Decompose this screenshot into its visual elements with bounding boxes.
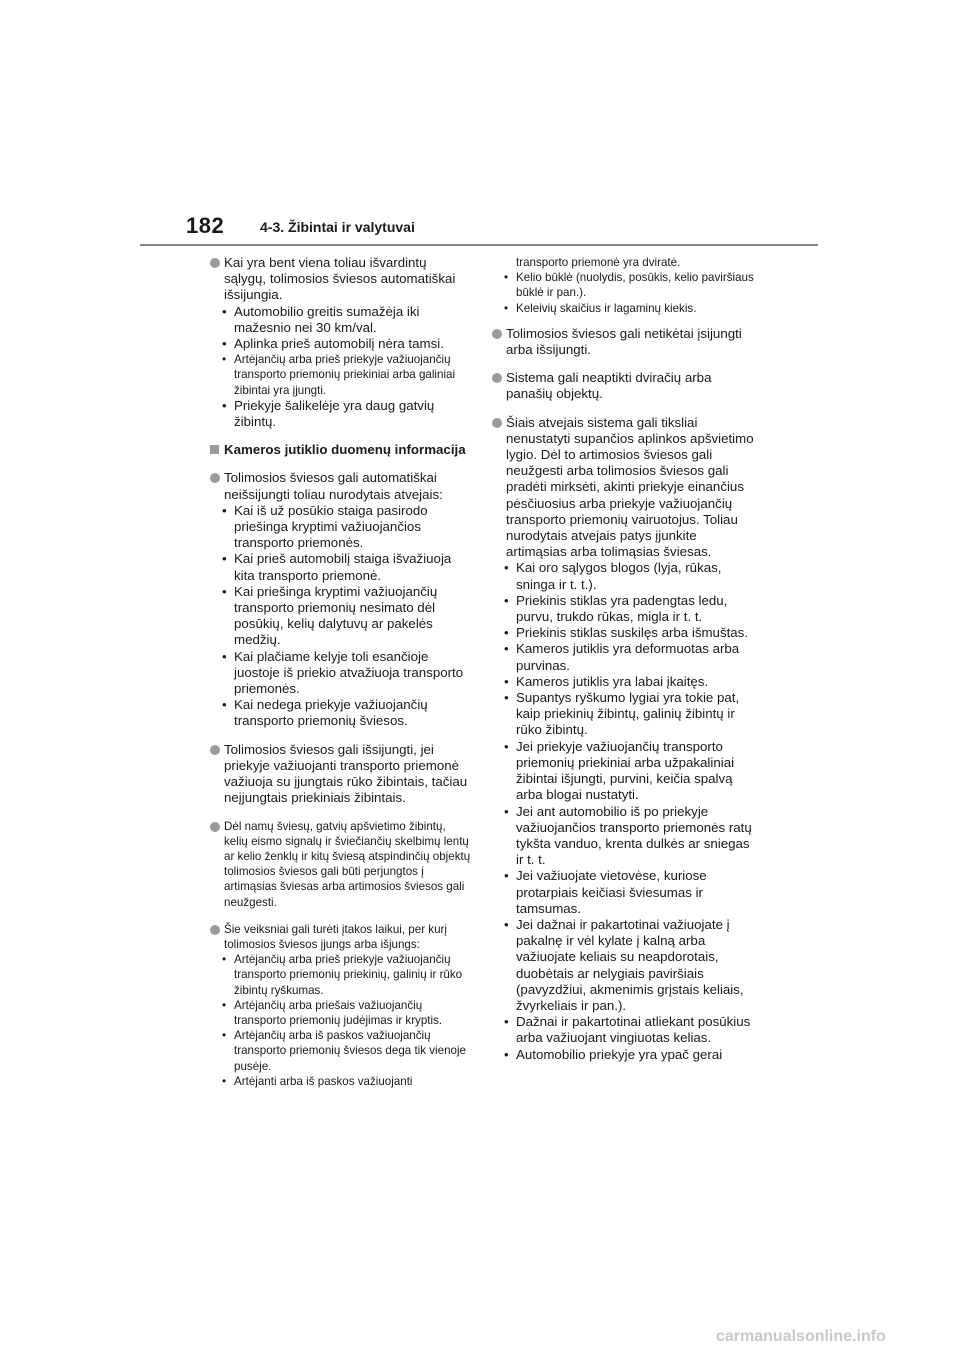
- list-item: • Kameros jutiklis yra labai įkaitęs.: [504, 674, 754, 690]
- watermark: carmanualsonline.info: [716, 1328, 886, 1345]
- list-item: • Kai nedega priekyje važiuojančių transporto priemonių šviesos.: [222, 697, 472, 729]
- section-heading: [210, 442, 472, 458]
- paragraph-text: Tolimosios šviesos gali automatiškai neišsijungti toliau nurodytais atvejais:: [224, 470, 443, 502]
- left-column: [210, 255, 472, 1089]
- list-item: • Artėjančių arba iš paskos važiuojančių transporto priemonių šviesos dega tik vienoje pusėje.: [222, 1028, 472, 1074]
- paragraph-auto-off: [210, 255, 472, 304]
- list-item: • Jei dažnai ir pakartotinai važiuojate į pakalnę ir vėl kylate į kalną arba važiuojate keliais su neapdorotais, duobėtais ar nelygiais paviršiais (pavyzdžiui, akmenimis grįstais keliais, žvyrkeliais ir pan.).: [504, 917, 754, 1014]
- list-item: • Artėjančių arba prieš priekyje važiuojančių transporto priemonių priekiniai arba galiniai žibintai yra įjungti.: [222, 352, 472, 398]
- condition-list: [210, 304, 472, 353]
- list-item: • Kai oro sąlygos blogos (lyja, rūkas, sninga ir t. t.).: [504, 560, 754, 592]
- list-item: • Automobilio greitis sumažėja iki mažesnio nei 30 km/val.: [222, 304, 472, 336]
- list-item: • Automobilio priekyje yra ypač gerai: [504, 1047, 754, 1063]
- list-item: • Kelio būklė (nuolydis, posūkis, kelio paviršiaus būklė ir pan.).: [504, 270, 754, 300]
- case-list: [210, 503, 472, 730]
- bullet-circle-icon: [210, 822, 220, 832]
- paragraph-text: Sistema gali neaptikti dviračių arba panašių objektų.: [506, 370, 712, 402]
- list-item: • Kameros jutiklis yra deformuotas arba purvinas.: [504, 641, 754, 673]
- paragraph-reflections: [210, 819, 472, 910]
- paragraph-fog-lights: [210, 742, 472, 807]
- bullet-square-icon: [210, 445, 219, 454]
- list-item: • Priekinis stiklas suskilęs arba išmuštas.: [504, 625, 754, 641]
- paragraph-text: Tolimosios šviesos gali išsijungti, jei priekyje važiuojanti transporto priemonė važiuoja su įjungtais rūko žibintais, tačiau neįjungtais priekiniais žibintais.: [224, 741, 468, 806]
- header-rule: [140, 244, 818, 246]
- list-item: • Jei priekyje važiuojančių transporto priemonių priekiniai arba užpakaliniai žibintai išjungti, purvini, keičia spalvą arba blogai nustatyti.: [504, 739, 754, 804]
- bullet-circle-icon: [210, 473, 220, 483]
- paragraph-text: Šie veiksniai gali turėti įtakos laikui, per kurį tolimosios šviesos įjungs arba išjungs:: [224, 922, 447, 951]
- paragraph-text: Dėl namų šviesų, gatvių apšvietimo žibintų, kelių eismo signalų ir šviečiančių skelbimų lentų ar kelio ženklų ir kitų šviesą atspindinčių objektų tolimosios šviesos gali būti perjungtos į artimąsias šviesas arba artimosios šviesos gali neužgesti.: [224, 819, 471, 909]
- list-item: • Kai plačiame kelyje toli esančioje juostoje iš priekio atvažiuoja transporto priemonės.: [222, 649, 472, 698]
- bullet-circle-icon: [492, 418, 502, 428]
- list-item: • Supantys ryškumo lygiai yra tokie pat, kaip priekinių žibintų, galinių žibintų ir rūko žibintų.: [504, 690, 754, 739]
- list-item: • Jei važiuojate vietovėse, kuriose protarpiais keičiasi šviesumas ir tamsumas.: [504, 868, 754, 917]
- list-item: • Kai priešinga kryptimi važiuojančių transporto priemonių nesimato dėl posūkių, kelių dalytuvų ar pakelės medžių.: [222, 584, 472, 649]
- paragraph-text: Tolimosios šviesos gali netikėtai įsijungti arba išsijungti.: [506, 325, 742, 358]
- paragraph-text: Šiais atvejais sistema gali tiksliai nenustatyti supančios aplinkos apšvietimo lygio. Dėl to artimosios šviesos gali neužgesti arba tolimosios šviesos gali pradėti mirksėti, akinti priekyje einančius pėsčiuosius arba priekyje važiuojančių transporto priemonių vairuotojus. Toliau nurodytais atvejais patys įjunkite artimąsias arba tolimąsias šviesas.: [506, 414, 754, 560]
- list-item: • Keleivių skaičius ir lagaminų kiekis.: [504, 301, 754, 316]
- list-item: • Priekyje šalikelėje yra daug gatvių žibintų.: [222, 398, 472, 430]
- list-item: • Priekinis stiklas yra padengtas ledu, purvu, trukdo rūkas, migla ir t. t.: [504, 593, 754, 625]
- paragraph-unexpected: [492, 326, 754, 358]
- list-item: • Artėjančių arba prieš priekyje važiuojančių transporto priemonių priekinių, galinių ir rūko žibintų ryškumas.: [222, 952, 472, 998]
- manual-case-list: [492, 560, 754, 1062]
- right-column: [492, 255, 754, 1063]
- list-item: • Artėjančių arba priešais važiuojančių transporto priemonių judėjimas ir kryptis.: [222, 998, 472, 1028]
- condition-list: [210, 398, 472, 430]
- list-item: • Artėjanti arba iš paskos važiuojanti: [222, 1074, 472, 1089]
- factor-list-continued: [492, 270, 754, 316]
- heading-text: Kameros jutiklio duomenų informacija: [224, 442, 466, 458]
- paragraph-text: Kai yra bent viena toliau išvardintų sąlygų, tolimosios šviesos automatiškai išsijungia.: [224, 255, 456, 303]
- list-item: • Jei ant automobilio iš po priekyje važiuojančios transporto priemonės ratų tykšta vanduo, krenta dulkės ar sniegas ir t. t.: [504, 804, 754, 869]
- list-item: • Kai iš už posūkio staiga pasirodo priešinga kryptimi važiuojančios transporto priemonės.: [222, 503, 472, 552]
- factor-list: [210, 952, 472, 1089]
- list-item-continuation: transporto priemonė yra dviratė.: [516, 256, 681, 269]
- list-item: • Kai prieš automobilį staiga išvažiuoja kita transporto priemonė.: [222, 551, 472, 583]
- paragraph-timing-factors: [210, 922, 472, 952]
- bullet-circle-icon: [492, 329, 502, 339]
- bullet-circle-icon: [210, 925, 220, 935]
- list-item: • Dažnai ir pakartotinai atliekant posūkius arba važiuojant vingiuotas kelias.: [504, 1014, 754, 1046]
- page-number: 182: [186, 213, 225, 238]
- section-title: 4-3. Žibintai ir valytuvai: [260, 219, 415, 235]
- bullet-circle-icon: [210, 745, 220, 755]
- list-item: • Aplinka prieš automobilį nėra tamsi.: [222, 336, 472, 352]
- bullet-circle-icon: [492, 373, 502, 383]
- paragraph-not-off: [210, 470, 472, 502]
- paragraph-manual-cases: [492, 415, 754, 561]
- bullet-circle-icon: [210, 258, 220, 268]
- condition-list-small: [210, 352, 472, 398]
- paragraph-bicycles: [492, 370, 754, 402]
